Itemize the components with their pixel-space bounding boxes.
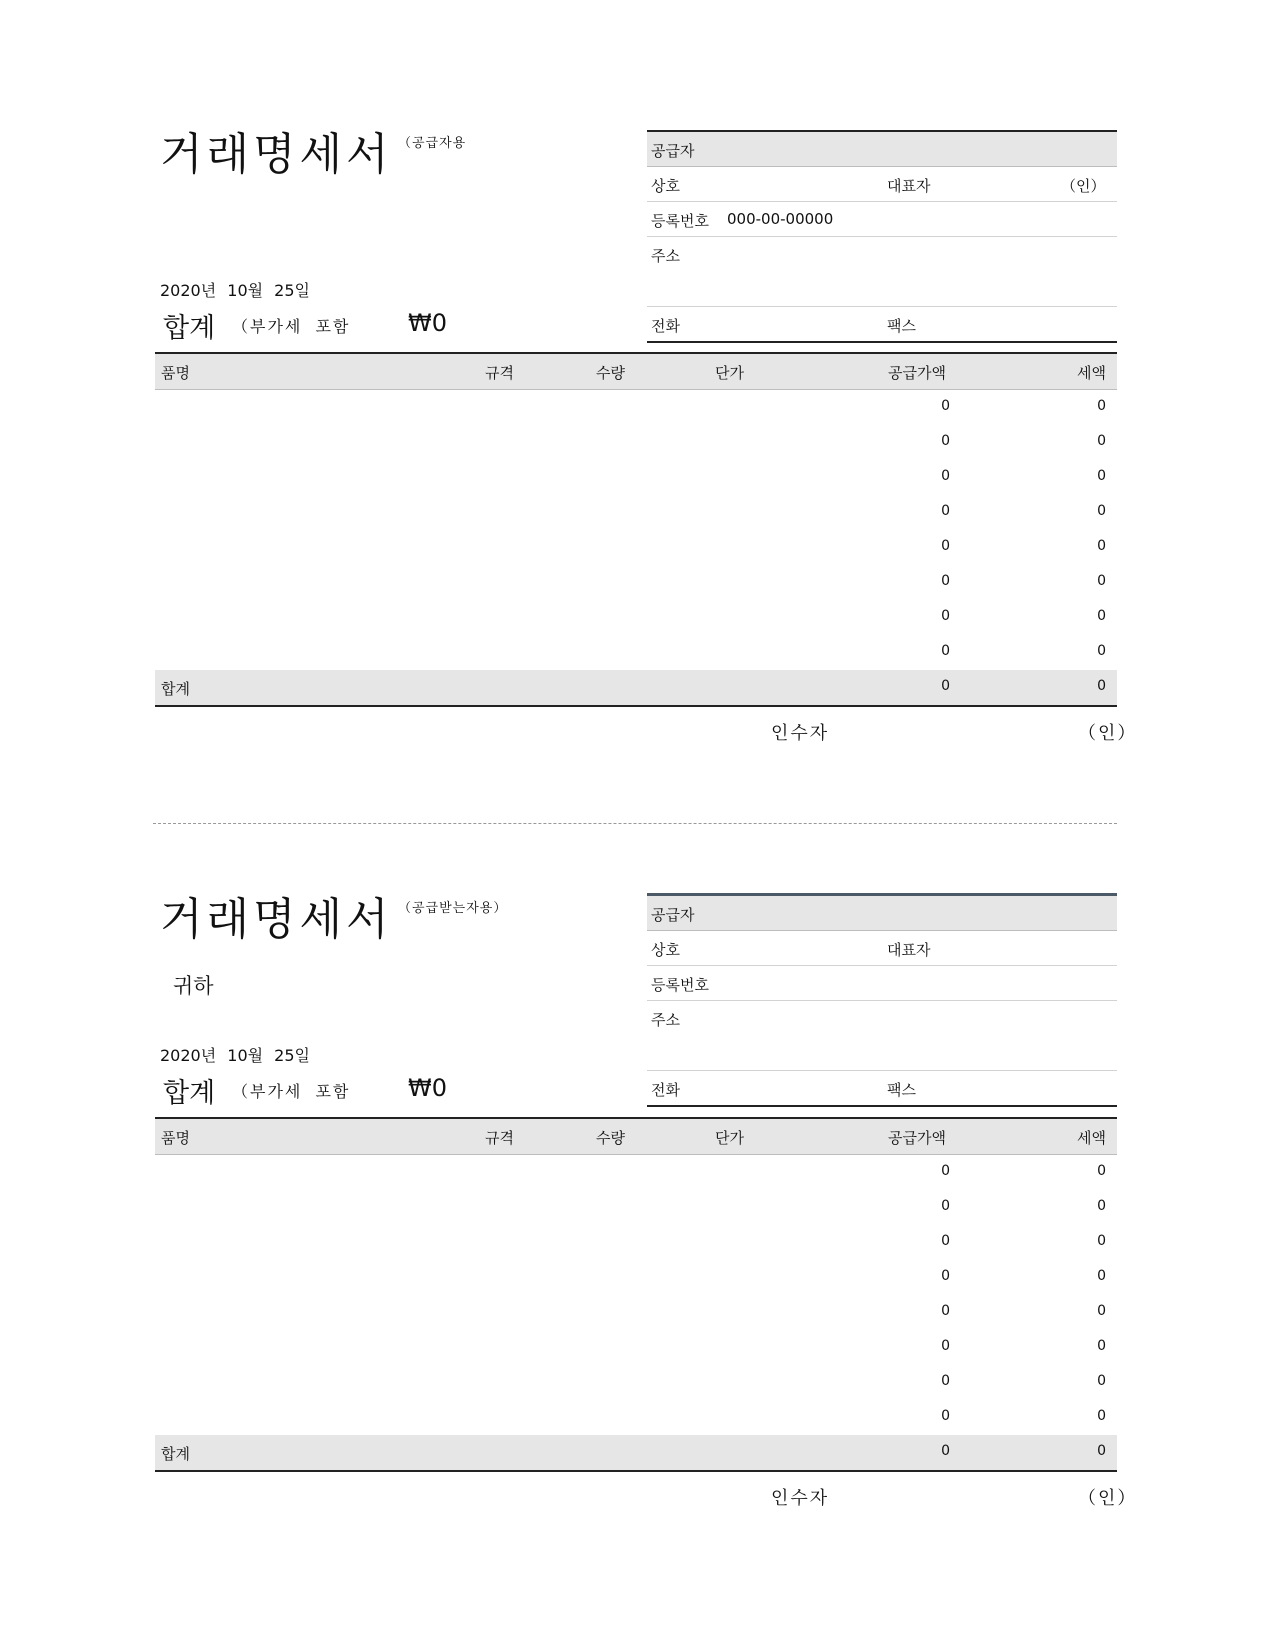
table-row (155, 1190, 1117, 1225)
grand-total-label: 합계 (163, 313, 216, 344)
col-supply-amount: 공급가액 (888, 364, 946, 382)
company-label: 상호 (651, 177, 680, 195)
supply-amount-cell: 0 (941, 1233, 950, 1249)
fax-label: 팩스 (887, 317, 916, 335)
grand-total-amount: ₩0 (408, 309, 447, 337)
table-row (155, 1365, 1117, 1400)
cut-line-divider (153, 823, 1117, 824)
tax-cell: 0 (1097, 398, 1106, 414)
supply-amount-cell: 0 (941, 468, 950, 484)
supply-amount-cell: 0 (941, 1338, 950, 1354)
col-item-name: 품명 (161, 1129, 190, 1147)
supplier-info-table (647, 893, 1117, 1107)
tax-cell: 0 (1097, 1268, 1106, 1284)
col-unit-price: 단가 (715, 1129, 744, 1147)
address-label: 주소 (651, 247, 680, 265)
table-row (155, 1260, 1117, 1295)
supplier-header: 공급자 (651, 142, 695, 160)
tax-cell: 0 (1097, 1373, 1106, 1389)
fax-label: 팩스 (887, 1081, 916, 1099)
form-subtitle: （공급자용 (398, 136, 467, 151)
supply-amount-cell: 0 (941, 503, 950, 519)
address-row (647, 1001, 1117, 1071)
issue-date: 2020년 10월 25일 (160, 281, 310, 300)
supply-amount-cell: 0 (941, 1408, 950, 1424)
phone-row (647, 1071, 1117, 1105)
supply-amount-cell: 0 (941, 608, 950, 624)
col-item-name: 품명 (161, 364, 190, 382)
grand-total-label: 합계 (163, 1078, 216, 1109)
supply-amount-cell: 0 (941, 1268, 950, 1284)
form-title: 거래명세서 (160, 129, 393, 180)
table-row (155, 1330, 1117, 1365)
representative-label: 대표자 (887, 941, 931, 959)
col-quantity: 수량 (596, 1129, 625, 1147)
items-total-label: 합계 (161, 1445, 190, 1463)
form-subtitle: （공급받는자용） (398, 901, 508, 916)
tax-cell: 0 (1097, 1198, 1106, 1214)
items-header-row (155, 1119, 1117, 1155)
items-table (155, 1117, 1117, 1472)
supply-amount-cell: 0 (941, 398, 950, 414)
tax-cell: 0 (1097, 433, 1106, 449)
tax-cell: 0 (1097, 573, 1106, 589)
items-total-tax: 0 (1097, 1443, 1106, 1459)
col-spec: 규격 (485, 364, 514, 382)
tax-cell: 0 (1097, 608, 1106, 624)
items-total-tax: 0 (1097, 678, 1106, 694)
col-supply-amount: 공급가액 (888, 1129, 946, 1147)
address-label: 주소 (651, 1011, 680, 1029)
col-tax: 세액 (1077, 364, 1106, 382)
table-row (155, 1400, 1117, 1435)
company-label: 상호 (651, 941, 680, 959)
supply-amount-cell: 0 (941, 1198, 950, 1214)
supply-amount-cell: 0 (941, 538, 950, 554)
tax-cell: 0 (1097, 1233, 1106, 1249)
tax-cell: 0 (1097, 643, 1106, 659)
registration-row (647, 966, 1117, 1001)
buyer-honorific: 귀하 (173, 974, 214, 998)
items-total-row (155, 1435, 1117, 1470)
registration-value: 000-00-00000 (727, 210, 834, 228)
tax-cell: 0 (1097, 468, 1106, 484)
seal-mark: （인） (1061, 177, 1106, 195)
registration-label: 등록번호 (651, 212, 709, 230)
vat-included-note: （부가세 포함 (232, 1082, 351, 1101)
col-quantity: 수량 (596, 364, 625, 382)
receiver-label: 인수자 (771, 723, 830, 744)
supply-amount-cell: 0 (941, 573, 950, 589)
supplier-header-row (647, 896, 1117, 931)
supplier-header: 공급자 (651, 906, 695, 924)
receiver-seal-mark: （인） (1078, 723, 1138, 744)
supply-amount-cell: 0 (941, 1373, 950, 1389)
issue-date: 2020년 10월 25일 (160, 1046, 310, 1065)
supply-amount-cell: 0 (941, 1303, 950, 1319)
table-row (155, 1225, 1117, 1260)
tax-cell: 0 (1097, 1163, 1106, 1179)
col-tax: 세액 (1077, 1129, 1106, 1147)
tax-cell: 0 (1097, 538, 1106, 554)
tax-cell: 0 (1097, 503, 1106, 519)
receiver-seal-mark: （인） (1078, 1488, 1138, 1509)
tax-cell: 0 (1097, 1408, 1106, 1424)
supply-amount-cell: 0 (941, 643, 950, 659)
grand-total-amount: ₩0 (408, 1074, 447, 1102)
tax-cell: 0 (1097, 1303, 1106, 1319)
tax-cell: 0 (1097, 1338, 1106, 1354)
table-row (155, 1155, 1117, 1190)
items-total-supply: 0 (941, 678, 950, 694)
company-row (647, 931, 1117, 966)
items-total-label: 합계 (161, 680, 190, 698)
vat-included-note: （부가세 포함 (232, 317, 351, 336)
supply-amount-cell: 0 (941, 433, 950, 449)
items-total-supply: 0 (941, 1443, 950, 1459)
supply-amount-cell: 0 (941, 1163, 950, 1179)
phone-label: 전화 (651, 317, 680, 335)
col-spec: 규격 (485, 1129, 514, 1147)
table-row (155, 1295, 1117, 1330)
representative-label: 대표자 (887, 177, 931, 195)
form-title: 거래명세서 (160, 894, 393, 945)
registration-label: 등록번호 (651, 976, 709, 994)
receiver-label: 인수자 (771, 1488, 830, 1509)
col-unit-price: 단가 (715, 364, 744, 382)
phone-label: 전화 (651, 1081, 680, 1099)
